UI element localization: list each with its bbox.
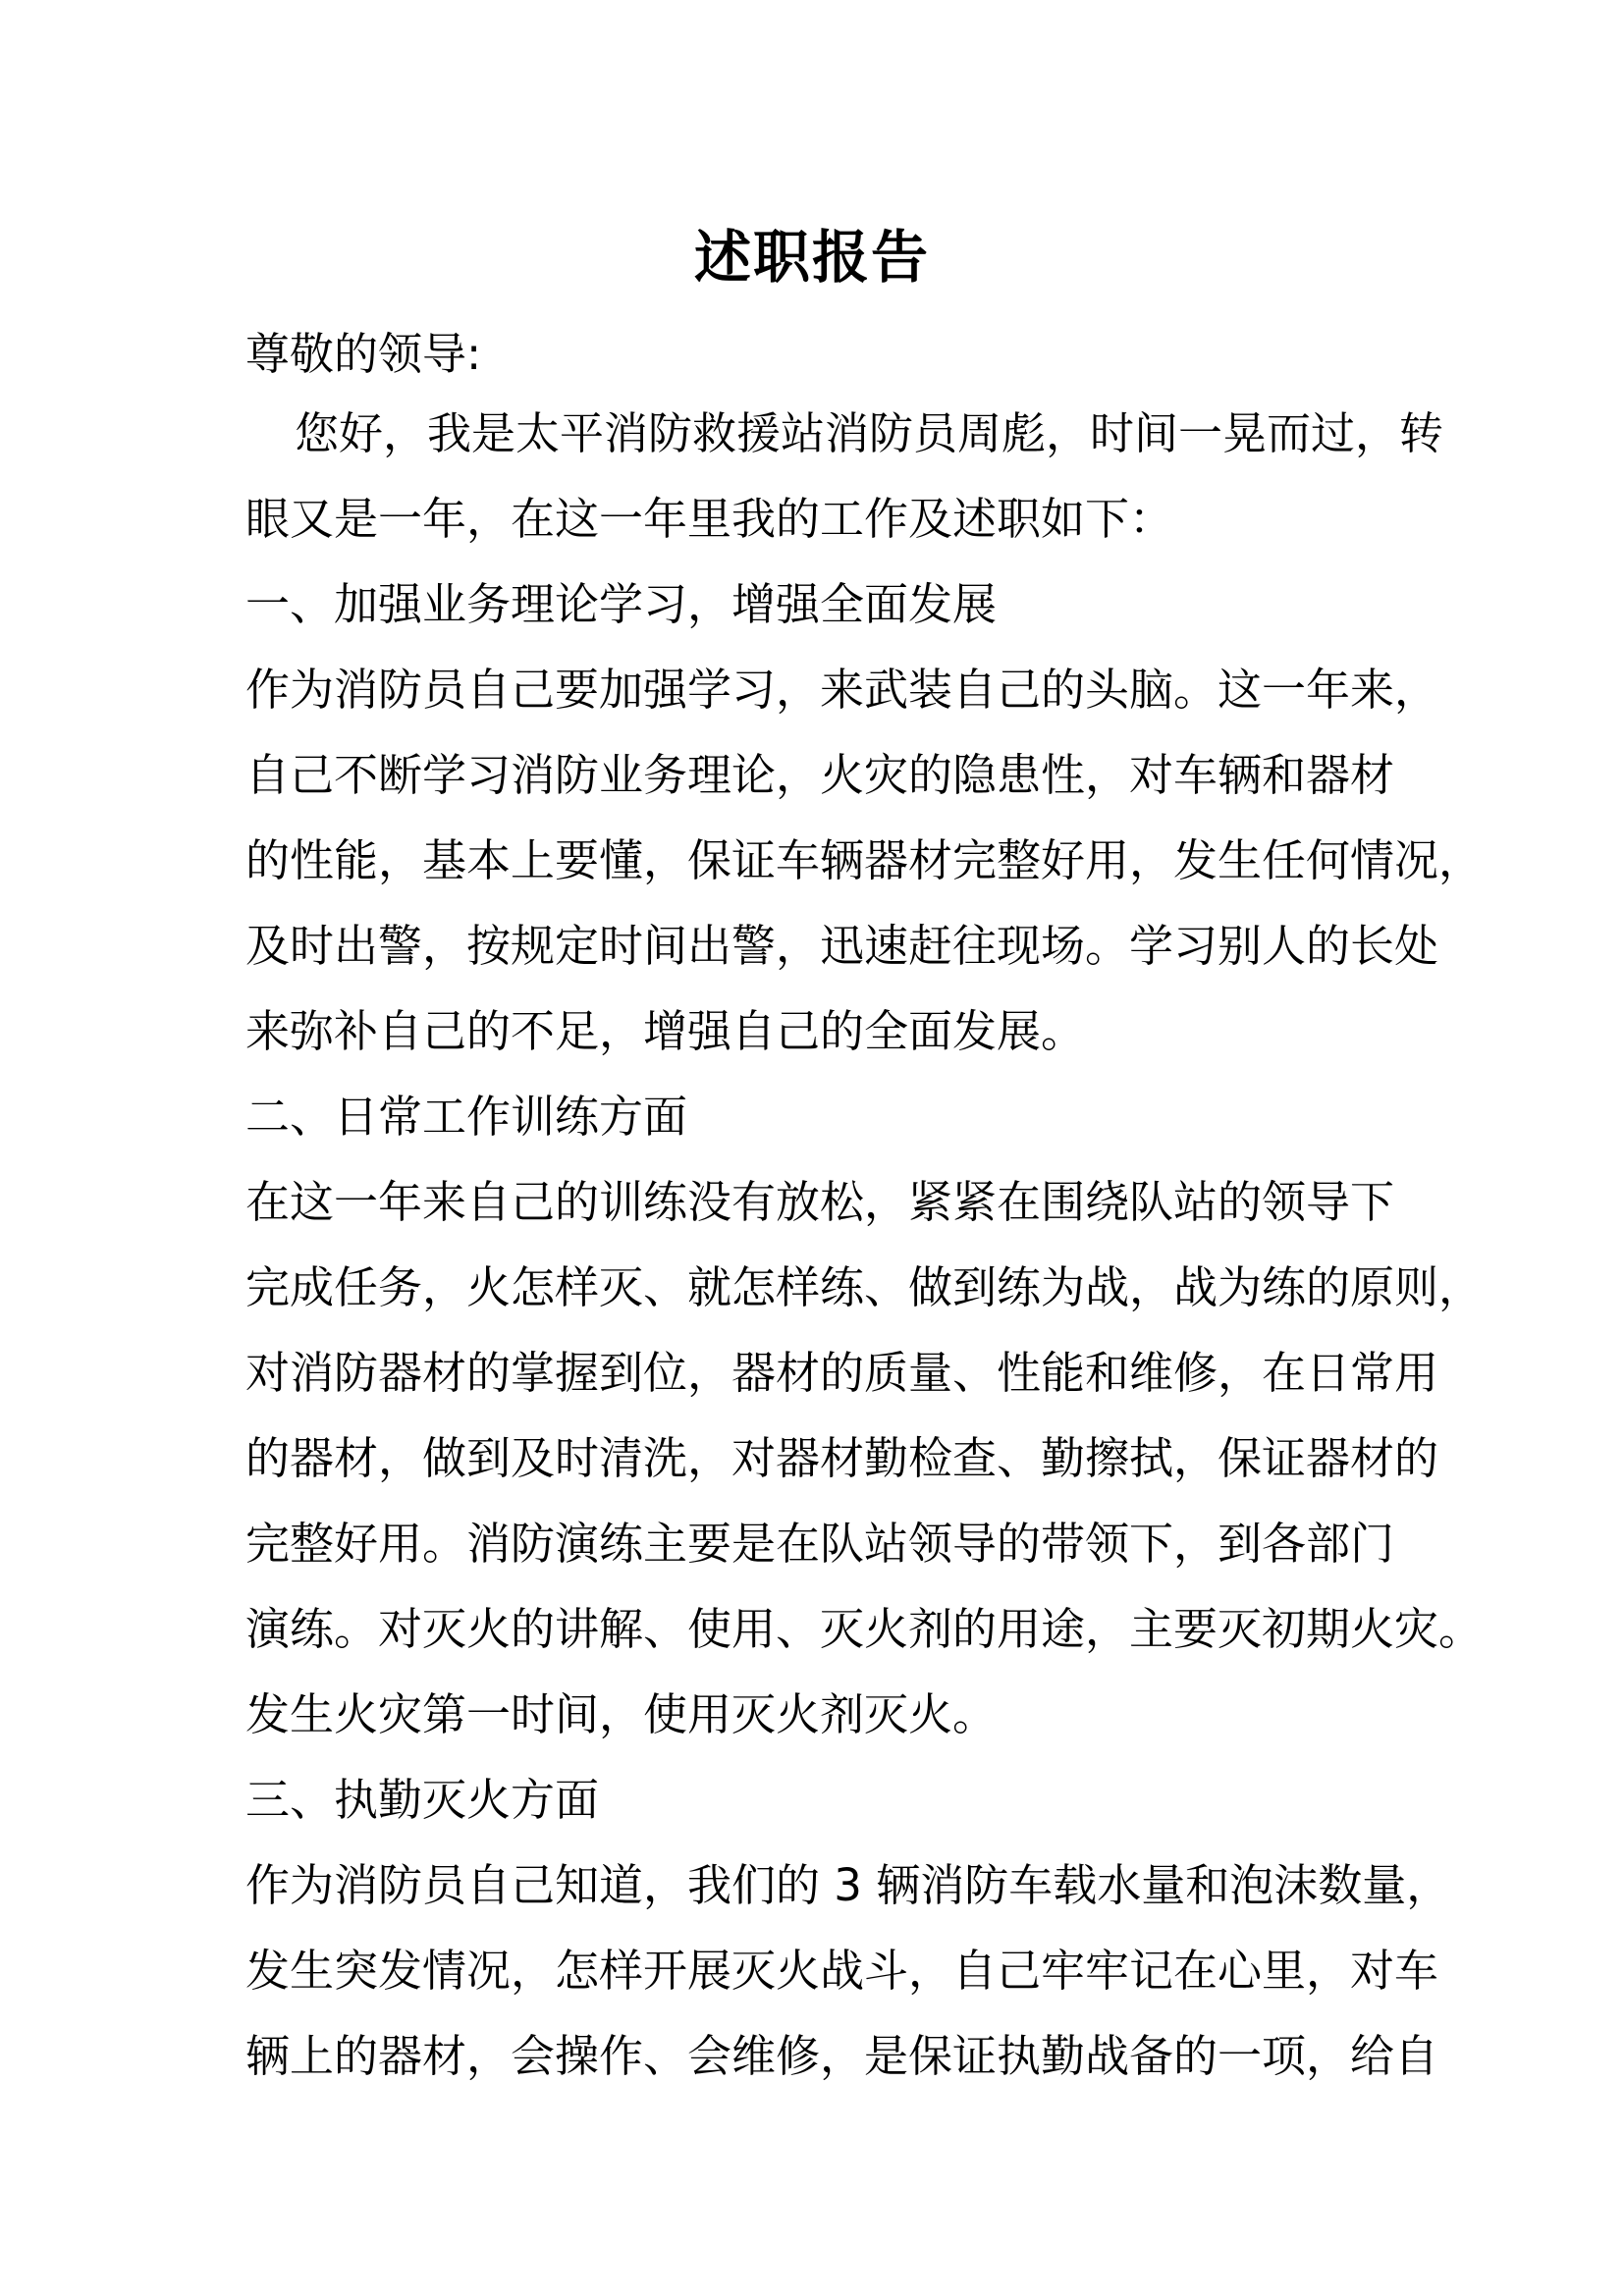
- section-heading-3: 三、执勤灭火方面: [245, 1774, 600, 1826]
- paragraph-line: 来弥补自己的不足，增强自己的全面发展。: [245, 1005, 1086, 1057]
- paragraph-line: 完成任务，火怎样灭、就怎样练、做到练为战，战为练的原则，: [245, 1261, 1484, 1313]
- salutation: 尊敬的领导:: [245, 328, 482, 380]
- paragraph-line: 完整好用。消防演练主要是在队站领导的带领下，到各部门: [245, 1518, 1395, 1570]
- section-heading-2: 二、日常工作训练方面: [245, 1091, 688, 1143]
- paragraph-line: 的性能，基本上要懂，保证车辆器材完整好用，发生任何情况，: [245, 834, 1484, 886]
- paragraph-line: 自己不断学习消防业务理论，火灾的隐患性，对车辆和器材: [245, 749, 1395, 801]
- paragraph-line: 作为消防员自己要加强学习，来武装自己的头脑。这一年来，: [245, 664, 1439, 716]
- paragraph-line: 的器材，做到及时清洗，对器材勤检查、勤擦拭，保证器材的: [245, 1432, 1439, 1484]
- paragraph-line: 您好，我是太平消防救援站消防员周彪，时间一晃而过，转: [295, 407, 1444, 459]
- paragraph-line: 作为消防员自己知道，我们的 3 辆消防车载水量和泡沫数量，: [245, 1859, 1451, 1911]
- document-title: 述职报告: [693, 224, 930, 291]
- section-heading-1: 一、加强业务理论学习，增强全面发展: [245, 578, 998, 630]
- paragraph-line: 发生突发情况，怎样开展灭火战斗，自己牢牢记在心里，对车: [245, 1945, 1439, 1997]
- paragraph-line: 演练。对灭火的讲解、使用、灭火剂的用途，主要灭初期火灾。: [245, 1603, 1484, 1655]
- paragraph-line: 眼又是一年，在这一年里我的工作及述职如下：: [245, 493, 1174, 545]
- paragraph-line: 在这一年来自己的训练没有放松，紧紧在围绕队站的领导下: [245, 1176, 1395, 1228]
- paragraph-line: 辆上的器材，会操作、会维修，是保证执勤战备的一项，给自: [245, 2030, 1439, 2082]
- paragraph-line: 对消防器材的掌握到位，器材的质量、性能和维修，在日常用: [245, 1347, 1439, 1399]
- paragraph-line: 及时出警，按规定时间出警，迅速赶往现场。学习别人的长处: [245, 920, 1439, 972]
- paragraph-line: 发生火灾第一时间，使用灭火剂灭火。: [245, 1688, 998, 1740]
